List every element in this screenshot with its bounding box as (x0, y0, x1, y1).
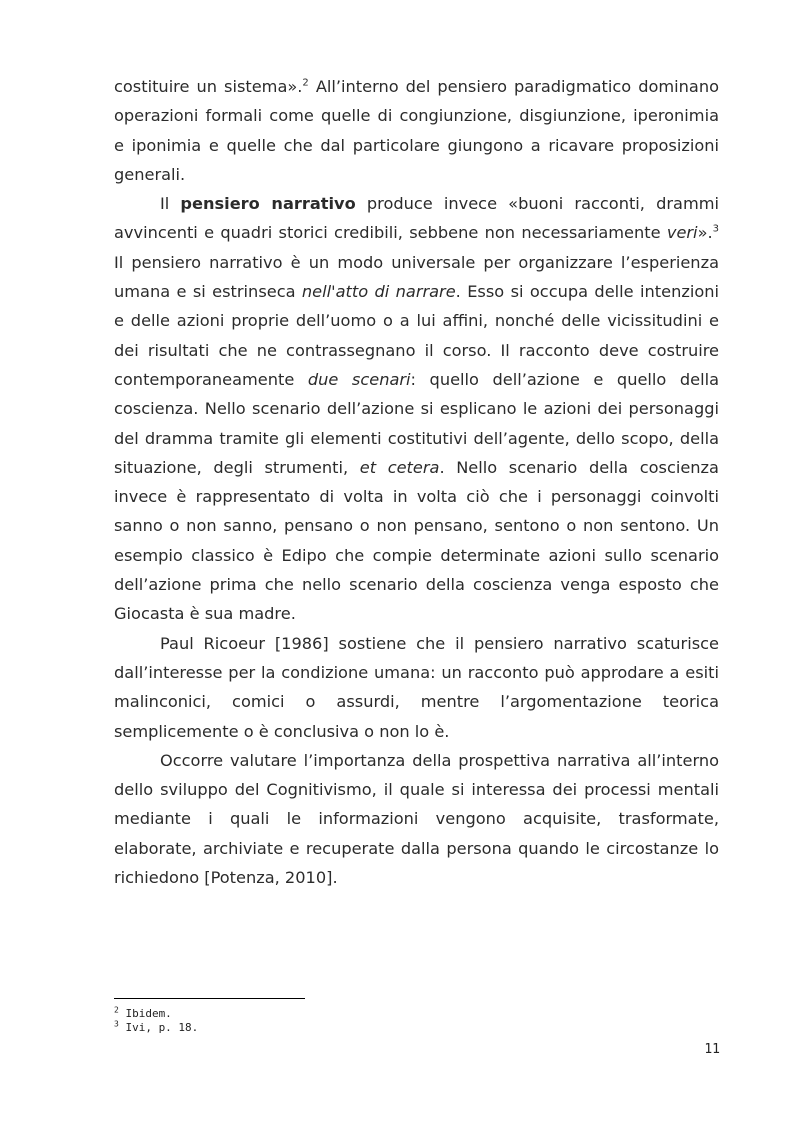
text-run: Il pensiero narrativo è un modo universale per organizzare l’esperienza umana e si estrinseca (114, 252, 719, 302)
paragraph-3 (114, 629, 719, 746)
footnotes (114, 1007, 514, 1035)
paragraph-2 (114, 189, 719, 628)
text-run: . Nello scenario della coscienza invece è rappresentato di volta in volta ciò che i personaggi coinvolti sanno o non sanno, pensano o non pensano, sentono o non sentono. Un esempio classico è Edipo che compie determinate azioni sullo scenario dell’azione prima che nello scenario della coscienza venga esposto che Giocasta è sua madre. (114, 457, 719, 624)
footnote-3 (114, 1021, 514, 1035)
footnote-2 (114, 1007, 514, 1021)
italic-text: veri (666, 223, 698, 243)
footnote-ref: 2 (302, 77, 309, 89)
footnote-ref: 3 (712, 224, 719, 236)
text-run: : quello dell’azione e quello della coscienza. Nello scenario dell’azione si esplicano le azioni dei personaggi del dramma tramite gli elementi costitutivi dell’agente, dello scopo, della situazione, degli strumenti, (114, 369, 720, 477)
text-run: Paul Ricoeur [1986] sostiene che il pensiero narrativo scaturisce dall’interesse per la condizione umana: un racconto può approdare a esiti malinconici, comici o assurdi, mentre l’argomentazione teorica semplicemente o è conclusiva o non lo è. (114, 633, 719, 741)
italic-text: nell'atto di narrare (301, 282, 456, 302)
text-run: . Esso si occupa delle intenzioni e delle azioni proprie dell’uomo o a lui affini, nonché delle vicissitudini e dei risultati che ne contrassegnano il corso. Il racconto deve costruire contemporaneamente (114, 282, 719, 389)
italic-text: et cetera (359, 457, 440, 477)
footnote-separator (114, 998, 305, 999)
text-run: ». (697, 223, 713, 243)
body-text (114, 72, 719, 892)
paragraph-4 (114, 746, 719, 892)
text-run: costituire un sistema». (114, 77, 303, 96)
text-run: Il (160, 194, 181, 214)
page-number: 11 (704, 1042, 720, 1057)
footnote-number: 2 (114, 1005, 119, 1015)
text-run: Occorre valutare l’importanza della prospettiva narrativa all’interno dello sviluppo del Cognitivismo, il quale si interessa dei processi mentali mediante i quali le informazioni vengono acquisite, trasformate, elaborate, archiviate e recuperate dalla persona quando le circostanze lo richiedono [Potenza, 2010]. (114, 750, 719, 888)
paragraph-1 (114, 72, 719, 189)
footnote-text: Ibidem. (118, 1007, 172, 1020)
italic-text: due scenari (307, 369, 411, 389)
footnote-text: Ivi, p. 18. (118, 1021, 199, 1034)
bold-term: pensiero narrativo (180, 194, 356, 214)
text-run: All’interno del pensiero paradigmatico dominano operazioni formali come quelle di congiunzione, disgiunzione, iperonimia e iponimia e quelle che dal particolare giungono a ricavare proposizioni generali. (114, 77, 719, 184)
text-run: produce invece «buoni racconti, drammi avvincenti e quadri storici credibili, sebbene non necessariamente (114, 194, 719, 243)
footnote-number: 3 (114, 1019, 119, 1029)
